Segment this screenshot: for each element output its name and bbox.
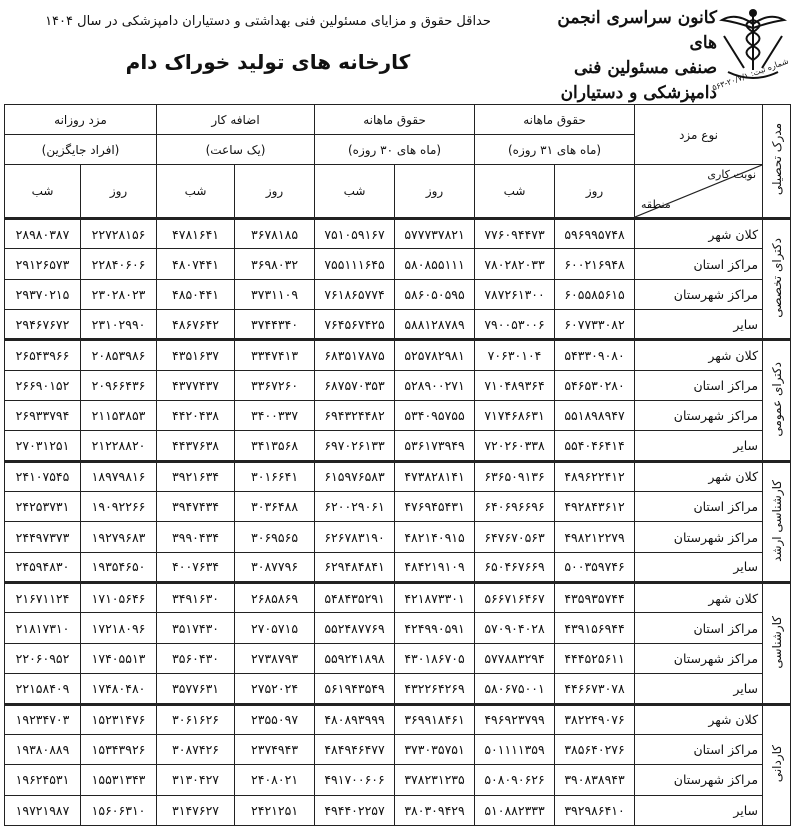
value-cell: ۳۴۹۱۶۳۰ (157, 583, 235, 613)
value-cell: ۳۵۶۰۴۳۰ (157, 643, 235, 673)
value-cell: ۶۲۰۰۲۹۰۶۱ (315, 492, 395, 522)
value-cell: ۲۶۸۵۸۶۹ (235, 583, 315, 613)
value-cell: ۲۳۱۰۲۹۹۰ (81, 310, 157, 340)
value-cell: ۱۷۱۰۵۶۴۶ (81, 583, 157, 613)
value-cell: ۵۴۸۴۳۵۲۹۱ (315, 583, 395, 613)
shift-label: نوبت کاری (707, 168, 757, 181)
value-cell: ۲۷۰۳۱۲۵۱ (5, 431, 81, 461)
value-cell: ۶۲۶۷۸۳۱۹۰ (315, 522, 395, 552)
value-cell: ۴۰۰۷۶۳۴ (157, 552, 235, 582)
value-cell: ۶۰۵۵۸۵۶۱۵ (555, 279, 635, 309)
value-cell: ۵۹۶۹۹۵۷۴۸ (555, 219, 635, 249)
group-header-3: مزد روزانه (5, 105, 157, 135)
value-cell: ۴۹۴۴۰۲۲۵۷ (315, 795, 395, 825)
value-cell: ۷۲۰۲۶۰۳۳۸ (475, 431, 555, 461)
night-header: شب (315, 165, 395, 219)
value-cell: ۳۹۲۱۶۳۴ (157, 461, 235, 491)
value-cell: ۶۹۷۰۲۶۱۳۳ (315, 431, 395, 461)
value-cell: ۴۴۲۰۴۳۸ (157, 401, 235, 431)
night-header: شب (5, 165, 81, 219)
degree-label: دکترای عمومی (769, 361, 784, 437)
group-sub-1: (ماه های ۳۰ روزه) (315, 135, 475, 165)
table-row (5, 370, 791, 400)
group-header-2: اضافه کار (157, 105, 315, 135)
value-cell: ۴۸۵۰۴۴۱ (157, 279, 235, 309)
night-header: شب (157, 165, 235, 219)
value-cell: ۱۹۳۵۴۶۵۰ (81, 552, 157, 582)
org-line-3: دامپزشکی و دستیاران (560, 83, 717, 103)
value-cell: ۳۷۸۲۳۱۲۳۵ (395, 765, 475, 795)
value-cell: ۴۳۷۷۴۳۷ (157, 370, 235, 400)
region-cell: مراکز شهرستان (635, 401, 763, 431)
value-cell: ۵۳۴۰۹۵۷۵۵ (395, 401, 475, 431)
org-line-1: کانون سراسری انجمن های (557, 8, 717, 53)
value-cell: ۲۳۷۴۹۴۳ (235, 734, 315, 764)
registration-number: شماره ثبت: ۲۰/۷/۱-۵۶۳ (710, 56, 790, 93)
day-header: روز (81, 165, 157, 219)
region-cell: کلان شهر (635, 461, 763, 491)
value-cell: ۴۸۴۹۴۶۴۷۷ (315, 734, 395, 764)
region-cell: مراکز شهرستان (635, 522, 763, 552)
value-cell: ۶۲۹۴۸۴۸۴۱ (315, 552, 395, 582)
table-row (5, 552, 791, 582)
table-row (5, 340, 791, 370)
value-cell: ۲۹۳۷۰۲۱۵ (5, 279, 81, 309)
region-cell: مراکز استان (635, 492, 763, 522)
value-cell: ۳۷۳۰۳۵۷۵۱ (395, 734, 475, 764)
value-cell: ۵۰۰۳۵۹۷۴۶ (555, 552, 635, 582)
value-cell: ۳۰۸۷۷۹۶ (235, 552, 315, 582)
value-cell: ۴۲۴۹۹۰۵۹۱ (395, 613, 475, 643)
salary-table (4, 104, 791, 826)
value-cell: ۴۸۰۸۹۳۹۹۹ (315, 704, 395, 734)
value-cell: ۶۵۰۴۶۷۶۶۹ (475, 552, 555, 582)
value-cell: ۴۸۹۶۲۲۴۱۲ (555, 461, 635, 491)
value-cell: ۶۸۷۵۷۰۳۵۳ (315, 370, 395, 400)
value-cell: ۳۵۷۷۶۳۱ (157, 674, 235, 704)
value-cell: ۳۰۶۱۶۲۶ (157, 704, 235, 734)
value-cell: ۵۷۷۸۸۳۲۹۴ (475, 643, 555, 673)
value-cell: ۵۴۶۵۳۰۲۸۰ (555, 370, 635, 400)
table-row (5, 734, 791, 764)
value-cell: ۷۸۰۲۸۲۰۳۳ (475, 249, 555, 279)
value-cell: ۲۴۵۹۴۸۳۰ (5, 552, 81, 582)
value-cell: ۴۸۲۱۴۰۹۱۵ (395, 522, 475, 552)
value-cell: ۱۷۲۱۸۰۹۶ (81, 613, 157, 643)
value-cell: ۳۰۶۹۵۶۵ (235, 522, 315, 552)
value-cell: ۳۶۹۸۰۳۲ (235, 249, 315, 279)
value-cell: ۴۷۸۱۶۴۱ (157, 219, 235, 249)
value-cell: ۷۷۶۰۹۴۴۷۳ (475, 219, 555, 249)
value-cell: ۴۷۳۸۲۸۱۴۱ (395, 461, 475, 491)
value-cell: ۳۹۴۷۴۳۴ (157, 492, 235, 522)
region-cell: مراکز شهرستان (635, 765, 763, 795)
value-cell: ۷۰۶۳۰۱۰۴ (475, 340, 555, 370)
degree-label: دکترای تخصصی (769, 237, 784, 318)
value-cell: ۲۶۹۳۳۷۹۴ (5, 401, 81, 431)
value-cell: ۲۰۸۵۳۹۸۶ (81, 340, 157, 370)
value-cell: ۴۳۹۱۵۶۹۴۴ (555, 613, 635, 643)
table-row (5, 674, 791, 704)
value-cell: ۶۱۵۹۷۶۵۸۳ (315, 461, 395, 491)
value-cell: ۶۰۰۲۱۶۹۴۸ (555, 249, 635, 279)
value-cell: ۶۳۶۵۰۹۱۳۶ (475, 461, 555, 491)
value-cell: ۷۶۴۵۶۷۴۲۵ (315, 310, 395, 340)
value-cell: ۶۰۷۷۳۳۰۸۲ (555, 310, 635, 340)
value-cell: ۷۸۷۲۶۱۳۰۰ (475, 279, 555, 309)
degree-cell (763, 219, 791, 340)
value-cell: ۶۴۰۶۹۶۶۹۶ (475, 492, 555, 522)
value-cell: ۲۷۳۸۷۹۳ (235, 643, 315, 673)
value-cell: ۳۸۰۳۰۹۴۲۹ (395, 795, 475, 825)
value-cell: ۵۰۸۰۹۰۶۲۶ (475, 765, 555, 795)
value-cell: ۳۹۲۹۸۶۴۱۰ (555, 795, 635, 825)
value-cell: ۲۶۶۹۰۱۵۲ (5, 370, 81, 400)
value-cell: ۵۸۰۸۵۵۱۱۱ (395, 249, 475, 279)
group-header-0: حقوق ماهانه (475, 105, 635, 135)
value-cell: ۴۸۴۲۱۹۱۰۹ (395, 552, 475, 582)
degree-header: مدرک تحصیلی (763, 105, 791, 219)
value-cell: ۱۷۴۸۰۴۸۰ (81, 674, 157, 704)
degree-label: کارشناسی ارشد (769, 479, 784, 562)
degree-cell (763, 461, 791, 582)
value-cell: ۲۴۴۹۷۳۷۳ (5, 522, 81, 552)
value-cell: ۲۴۰۸۰۲۱ (235, 765, 315, 795)
value-cell: ۴۹۸۲۱۲۲۷۹ (555, 522, 635, 552)
table-row (5, 583, 791, 613)
value-cell: ۳۶۷۸۱۸۵ (235, 219, 315, 249)
region-cell: مراکز استان (635, 613, 763, 643)
value-cell: ۵۸۶۰۵۰۵۹۵ (395, 279, 475, 309)
value-cell: ۷۹۰۰۵۳۰۰۶ (475, 310, 555, 340)
shift-region-corner (635, 165, 763, 219)
value-cell: ۴۹۶۹۲۳۷۹۹ (475, 704, 555, 734)
value-cell: ۵۳۶۱۷۳۹۴۹ (395, 431, 475, 461)
value-cell: ۱۵۳۴۳۹۲۶ (81, 734, 157, 764)
value-cell: ۱۵۵۳۱۳۴۳ (81, 765, 157, 795)
value-cell: ۲۴۲۱۲۵۱ (235, 795, 315, 825)
value-cell: ۳۰۱۶۶۴۱ (235, 461, 315, 491)
region-cell: مراکز شهرستان (635, 643, 763, 673)
table-row (5, 492, 791, 522)
day-header: روز (395, 165, 475, 219)
page-header (0, 0, 794, 103)
region-cell: کلان شهر (635, 219, 763, 249)
region-cell: مراکز شهرستان (635, 279, 763, 309)
value-cell: ۵۷۷۷۳۷۸۲۱ (395, 219, 475, 249)
value-cell: ۷۵۱۰۵۹۱۶۷ (315, 219, 395, 249)
value-cell: ۴۷۶۹۴۵۴۳۱ (395, 492, 475, 522)
table-row (5, 279, 791, 309)
value-cell: ۲۰۹۶۶۴۳۶ (81, 370, 157, 400)
value-cell: ۳۰۳۶۴۸۸ (235, 492, 315, 522)
day-header: روز (555, 165, 635, 219)
value-cell: ۴۳۵۱۶۳۷ (157, 340, 235, 370)
group-sub-0: (ماه های ۳۱ روزه) (475, 135, 635, 165)
value-cell: ۳۷۴۴۳۴۰ (235, 310, 315, 340)
table-row (5, 249, 791, 279)
group-sub-2: (یک ساعت) (157, 135, 315, 165)
region-cell: سایر (635, 552, 763, 582)
value-cell: ۶۹۴۳۲۴۴۸۲ (315, 401, 395, 431)
value-cell: ۳۸۲۲۴۹۰۷۶ (555, 704, 635, 734)
table-row (5, 643, 791, 673)
value-cell: ۳۴۱۳۵۶۸ (235, 431, 315, 461)
value-cell: ۵۲۸۹۰۰۲۷۱ (395, 370, 475, 400)
value-cell: ۱۹۲۳۴۷۰۳ (5, 704, 81, 734)
value-cell: ۴۸۰۷۴۴۱ (157, 249, 235, 279)
value-cell: ۷۱۷۴۶۸۶۳۱ (475, 401, 555, 431)
value-cell: ۶۴۷۶۷۰۵۶۳ (475, 522, 555, 552)
value-cell: ۳۹۰۸۳۸۹۴۳ (555, 765, 635, 795)
value-cell: ۳۹۹۰۴۳۴ (157, 522, 235, 552)
page-subtitle: حداقل حقوق و مزایای مسئولین فنی بهداشتی و دستیاران دامپزشکی در سال ۱۴۰۴ (45, 14, 491, 29)
region-cell: مراکز استان (635, 249, 763, 279)
value-cell: ۱۹۶۲۴۵۳۱ (5, 765, 81, 795)
wage-type-header: نوع مزد (635, 105, 763, 165)
value-cell: ۲۹۴۶۷۶۷۲ (5, 310, 81, 340)
table-row (5, 613, 791, 643)
salary-table-wrap (4, 104, 790, 826)
value-cell: ۷۱۰۴۸۹۳۶۴ (475, 370, 555, 400)
value-cell: ۵۷۰۹۰۴۰۲۸ (475, 613, 555, 643)
value-cell: ۵۶۶۷۱۶۴۶۷ (475, 583, 555, 613)
region-cell: کلان شهر (635, 340, 763, 370)
value-cell: ۱۹۲۷۹۶۸۳ (81, 522, 157, 552)
value-cell: ۵۵۲۴۸۷۷۶۹ (315, 613, 395, 643)
value-cell: ۱۵۲۳۱۴۷۶ (81, 704, 157, 734)
table-row (5, 461, 791, 491)
value-cell: ۲۲۱۵۸۴۰۹ (5, 674, 81, 704)
value-cell: ۴۴۳۷۶۳۸ (157, 431, 235, 461)
value-cell: ۵۰۱۱۱۱۳۵۹ (475, 734, 555, 764)
table-row (5, 765, 791, 795)
degree-label: کارشناسی (769, 615, 784, 669)
value-cell: ۱۹۳۸۰۸۸۹ (5, 734, 81, 764)
table-row (5, 431, 791, 461)
degree-cell (763, 340, 791, 461)
value-cell: ۱۹۰۹۲۲۶۶ (81, 492, 157, 522)
value-cell: ۳۱۳۰۴۲۷ (157, 765, 235, 795)
group-sub-3: (افراد جایگزین) (5, 135, 157, 165)
salary-table-body (5, 219, 791, 826)
night-header: شب (475, 165, 555, 219)
value-cell: ۲۸۹۸۰۳۸۷ (5, 219, 81, 249)
value-cell: ۳۶۹۹۱۸۴۶۱ (395, 704, 475, 734)
value-cell: ۲۳۵۵۰۹۷ (235, 704, 315, 734)
value-cell: ۲۳۰۲۸۰۲۳ (81, 279, 157, 309)
table-row (5, 401, 791, 431)
value-cell: ۳۰۸۷۴۲۶ (157, 734, 235, 764)
value-cell: ۵۸۸۱۲۸۷۸۹ (395, 310, 475, 340)
value-cell: ۵۴۳۳۰۹۰۸۰ (555, 340, 635, 370)
value-cell: ۲۴۱۰۷۵۴۵ (5, 461, 81, 491)
region-cell: کلان شهر (635, 583, 763, 613)
value-cell: ۲۷۰۵۷۱۵ (235, 613, 315, 643)
value-cell: ۳۳۴۷۴۱۳ (235, 340, 315, 370)
table-row (5, 704, 791, 734)
table-row (5, 522, 791, 552)
region-label: منطقه (641, 198, 671, 211)
value-cell: ۵۵۱۸۹۸۹۴۷ (555, 401, 635, 431)
degree-cell (763, 704, 791, 826)
value-cell: ۲۱۱۵۳۸۵۳ (81, 401, 157, 431)
region-cell: سایر (635, 431, 763, 461)
value-cell: ۶۸۳۵۱۷۸۷۵ (315, 340, 395, 370)
value-cell: ۴۳۲۲۶۴۲۶۹ (395, 674, 475, 704)
value-cell: ۲۱۸۱۷۳۱۰ (5, 613, 81, 643)
region-cell: مراکز استان (635, 734, 763, 764)
region-cell: سایر (635, 795, 763, 825)
region-cell: مراکز استان (635, 370, 763, 400)
value-cell: ۳۳۶۷۲۶۰ (235, 370, 315, 400)
value-cell: ۵۸۰۶۷۵۰۰۱ (475, 674, 555, 704)
value-cell: ۴۳۵۹۳۵۷۴۴ (555, 583, 635, 613)
organization-name (535, 6, 717, 106)
region-cell: سایر (635, 674, 763, 704)
org-line-2: صنفی مسئولین فنی (573, 58, 717, 78)
value-cell: ۲۱۶۷۱۱۲۴ (5, 583, 81, 613)
value-cell: ۲۷۵۲۰۲۴ (235, 674, 315, 704)
value-cell: ۳۵۱۷۴۳۰ (157, 613, 235, 643)
value-cell: ۵۵۹۲۴۱۸۹۸ (315, 643, 395, 673)
value-cell: ۵۱۰۸۸۲۳۳۳ (475, 795, 555, 825)
degree-label: کاردانی (769, 745, 784, 783)
value-cell: ۵۶۱۹۴۳۵۴۹ (315, 674, 395, 704)
degree-cell (763, 583, 791, 704)
value-cell: ۴۲۱۸۷۳۳۰۱ (395, 583, 475, 613)
region-cell: کلان شهر (635, 704, 763, 734)
table-row (5, 795, 791, 825)
day-header: روز (235, 165, 315, 219)
value-cell: ۳۷۳۱۱۰۹ (235, 279, 315, 309)
value-cell: ۳۴۰۰۳۳۷ (235, 401, 315, 431)
value-cell: ۴۹۱۷۰۰۶۰۶ (315, 765, 395, 795)
value-cell: ۵۵۴۰۴۶۴۱۴ (555, 431, 635, 461)
value-cell: ۴۳۰۱۸۶۷۰۵ (395, 643, 475, 673)
value-cell: ۳۸۵۶۴۰۲۷۶ (555, 734, 635, 764)
table-row (5, 219, 791, 249)
value-cell: ۵۲۵۷۸۲۹۸۱ (395, 340, 475, 370)
value-cell: ۴۹۲۸۴۳۶۱۲ (555, 492, 635, 522)
group-header-1: حقوق ماهانه (315, 105, 475, 135)
value-cell: ۱۵۶۰۶۳۱۰ (81, 795, 157, 825)
value-cell: ۲۲۰۶۰۹۵۲ (5, 643, 81, 673)
value-cell: ۱۷۴۰۵۵۱۳ (81, 643, 157, 673)
value-cell: ۲۲۷۲۸۱۵۶ (81, 219, 157, 249)
value-cell: ۴۴۴۵۲۵۶۱۱ (555, 643, 635, 673)
value-cell: ۴۴۶۶۷۳۰۷۸ (555, 674, 635, 704)
value-cell: ۳۱۴۷۶۲۷ (157, 795, 235, 825)
value-cell: ۷۵۵۱۱۱۶۴۵ (315, 249, 395, 279)
value-cell: ۲۴۲۵۳۷۳۱ (5, 492, 81, 522)
value-cell: ۲۲۸۴۰۶۰۶ (81, 249, 157, 279)
table-row (5, 310, 791, 340)
value-cell: ۱۸۹۷۹۸۱۶ (81, 461, 157, 491)
value-cell: ۷۶۱۸۶۵۷۷۴ (315, 279, 395, 309)
value-cell: ۴۸۶۷۶۴۲ (157, 310, 235, 340)
page-title: کارخانه های تولید خوراک دام (125, 50, 411, 74)
value-cell: ۱۹۷۲۱۹۸۷ (5, 795, 81, 825)
value-cell: ۲۶۵۴۳۹۶۶ (5, 340, 81, 370)
region-cell: سایر (635, 310, 763, 340)
value-cell: ۲۹۱۲۶۵۷۳ (5, 249, 81, 279)
value-cell: ۲۱۲۲۸۸۲۰ (81, 431, 157, 461)
